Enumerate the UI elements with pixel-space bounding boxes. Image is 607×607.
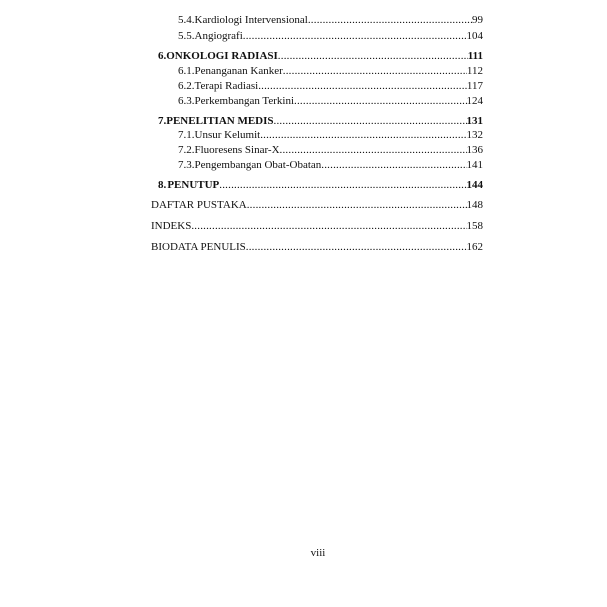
toc-entry-title: Unsur Kelumit xyxy=(194,129,261,141)
toc-entry[interactable] xyxy=(151,241,483,255)
toc-leader-dots xyxy=(258,80,467,92)
toc-entry[interactable] xyxy=(158,115,483,129)
toc-entry-title: BIODATA PENULIS xyxy=(151,241,246,253)
toc-leader-dots xyxy=(283,65,467,77)
toc-entry[interactable] xyxy=(178,129,483,143)
toc-entry[interactable] xyxy=(151,199,483,213)
toc-entry-page: 111 xyxy=(467,50,483,62)
toc-entry-title: ONKOLOGI RADIASI xyxy=(166,50,278,62)
toc-entry-page: 148 xyxy=(466,199,483,211)
toc-entry-number: 5.5. xyxy=(178,30,195,42)
toc-entry-page: 112 xyxy=(466,65,483,77)
toc-entry-page: 141 xyxy=(466,159,483,171)
page-number: viii xyxy=(310,547,326,559)
toc-leader-dots xyxy=(321,159,466,171)
toc-entry-page: 136 xyxy=(466,144,483,156)
toc-leader-dots xyxy=(274,115,467,127)
toc-entry-page: 158 xyxy=(466,220,483,232)
toc-entry-page: 131 xyxy=(466,115,483,127)
toc-entry-number: 6.1. xyxy=(178,65,195,77)
toc-entry-title: Kardiologi Intervensional xyxy=(194,14,308,26)
toc-entry[interactable] xyxy=(178,159,483,173)
toc-leader-dots xyxy=(280,144,467,156)
toc-entry[interactable] xyxy=(158,50,483,64)
toc-entry-title: Angiografi xyxy=(194,30,243,42)
toc-entry-number: 7.3. xyxy=(178,159,195,171)
toc-entry-page: 124 xyxy=(466,95,483,107)
toc-entry-title: INDEKS xyxy=(151,220,192,232)
toc-entry-number: 8. xyxy=(158,179,167,191)
toc-entry[interactable] xyxy=(158,179,483,193)
toc-leader-dots xyxy=(219,179,466,191)
toc-entry-title: Penanganan Kanker xyxy=(194,65,283,77)
toc-entry-number: 7.1. xyxy=(178,129,195,141)
toc-leader-dots xyxy=(243,30,467,42)
toc-leader-dots xyxy=(191,220,466,232)
toc-entry-page: 162 xyxy=(466,241,483,253)
toc-entry-title: Fluoresens Sinar-X xyxy=(194,144,280,156)
toc-entry-page: 99 xyxy=(472,14,483,26)
toc-entry-title: Pengembangan Obat-Obatan xyxy=(194,159,322,171)
toc-entry-number: 7. xyxy=(158,115,167,127)
toc-entry-page: 144 xyxy=(466,179,483,191)
toc-entry[interactable] xyxy=(178,65,483,79)
toc-entry-page: 117 xyxy=(466,80,483,92)
toc-entry-title: DAFTAR PUSTAKA xyxy=(151,199,247,211)
toc-entry-page: 132 xyxy=(466,129,483,141)
toc-entry-title: PENUTUP xyxy=(167,179,220,191)
toc-leader-dots xyxy=(308,14,472,26)
toc-leader-dots xyxy=(246,241,467,253)
toc-entry[interactable] xyxy=(178,80,483,94)
toc-entry-title: PENELITIAN MEDIS xyxy=(166,115,274,127)
toc-entry-number: 7.2. xyxy=(178,144,195,156)
toc-entry[interactable] xyxy=(151,220,483,234)
toc-entry-number: 6.3. xyxy=(178,95,195,107)
toc-entry-page: 104 xyxy=(466,30,483,42)
toc-entry-number: 5.4. xyxy=(178,14,195,26)
toc-entry[interactable] xyxy=(178,144,483,158)
toc-entry-number: 6. xyxy=(158,50,167,62)
toc-leader-dots xyxy=(247,199,467,211)
toc-leader-dots xyxy=(294,95,466,107)
toc-entry[interactable] xyxy=(178,30,483,44)
toc-entry[interactable] xyxy=(178,14,483,28)
toc-leader-dots xyxy=(278,50,468,62)
toc-entry-title: Perkembangan Terkini xyxy=(194,95,295,107)
toc-leader-dots xyxy=(260,129,466,141)
toc-entry-title: Terapi Radiasi xyxy=(194,80,259,92)
toc-entry[interactable] xyxy=(178,95,483,109)
toc-entry-number: 6.2. xyxy=(178,80,195,92)
